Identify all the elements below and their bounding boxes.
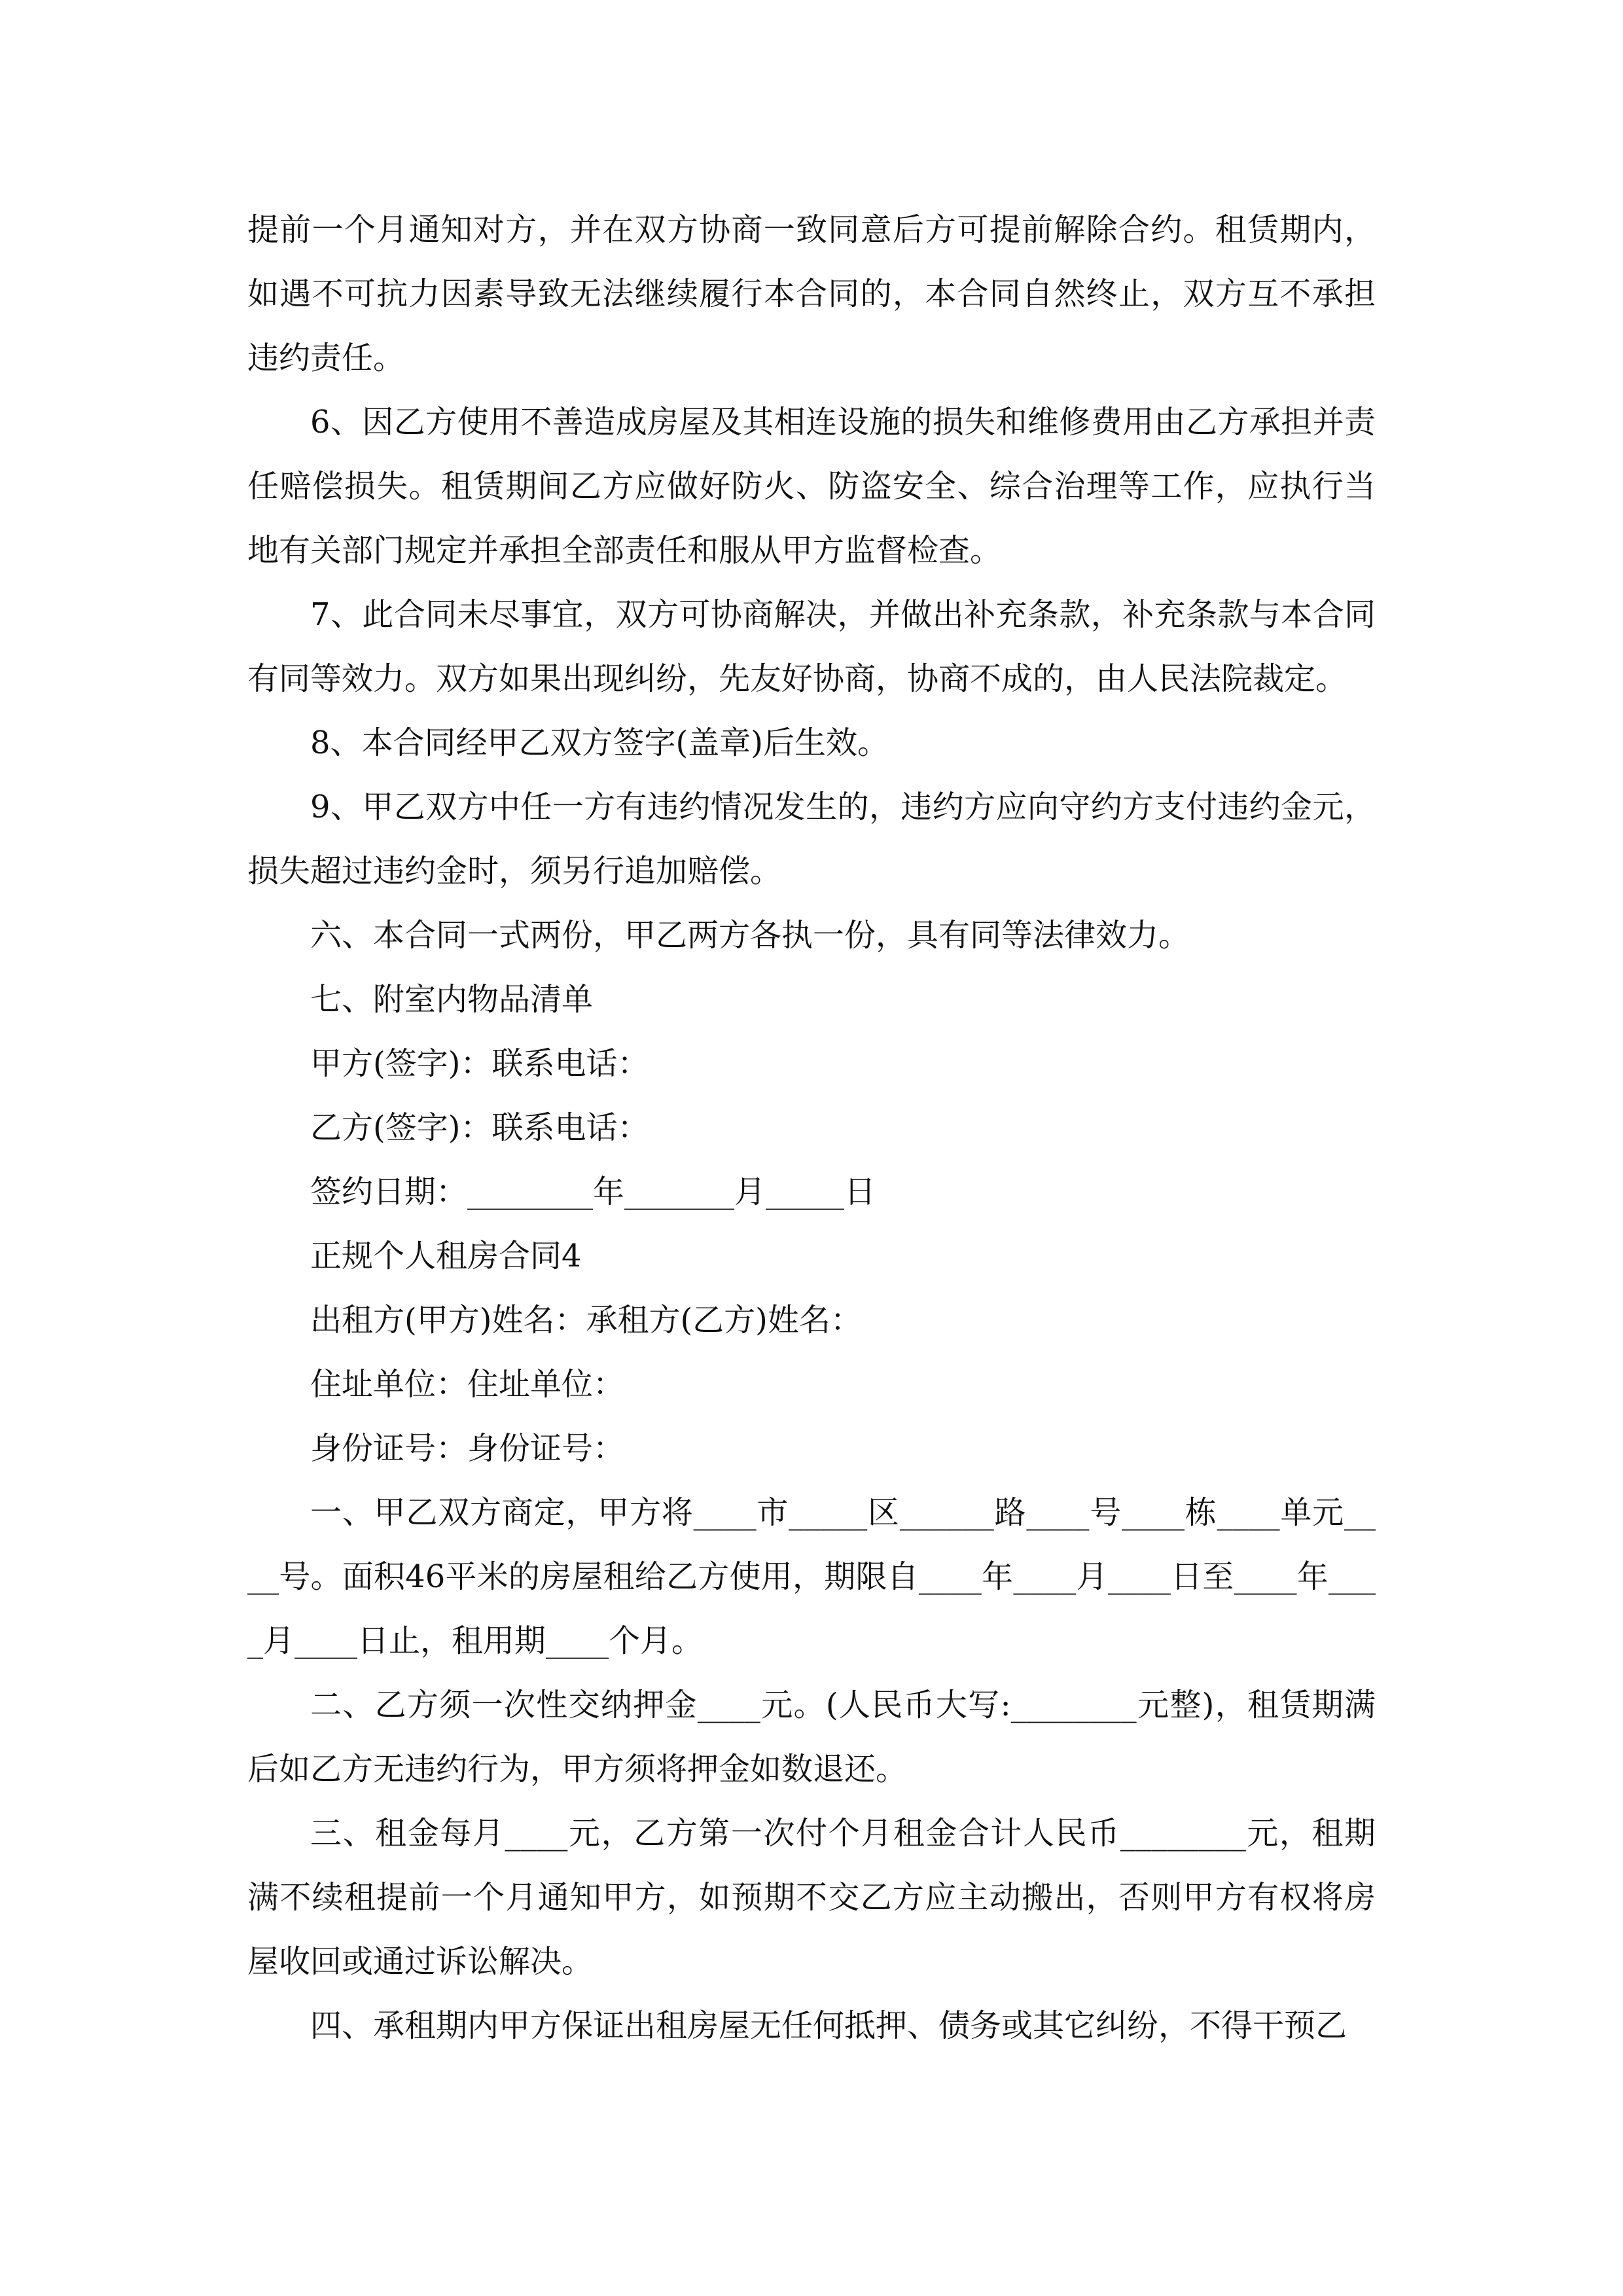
signature-party-b: 乙方(签字)：联系电话： — [310, 1109, 649, 1146]
signature-party-a: 甲方(签字)：联系电话： — [310, 1045, 649, 1082]
paragraph-section-7: 七、附室内物品清单 — [310, 981, 594, 1018]
paragraph-clause-6: 6、因乙方使用不善造成房屋及其相连设施的损失和维修费用由乙方承担并责任赔偿损失。租赁期间乙方应做好防火、防盗安全、综合治理等工作，应执行当地有关部门规定并承担全部责任和服从甲方监督检查。 — [247, 404, 1376, 569]
paragraph-article-4: 四、承租期内甲方保证出租房屋无任何抵押、债务或其它纠纷，不得干预乙 — [310, 2007, 1347, 2044]
paragraph-termination: 提前一个月通知对方，并在双方协商一致同意后方可提前解除合约。租赁期内，如遇不可抗力因素导致无法继续履行本合同的，本合同自然终止，双方互不承担违约责任。 — [247, 211, 1376, 376]
paragraph-article-1: 一、甲乙双方商定，甲方将____市_____区______路____号____栋____单元____号。面积46平米的房屋租给乙方使用，期限自____年____月____日至____年____月____日止，租用期____个月。 — [247, 1494, 1376, 1659]
paragraph-clause-8: 8、本合同经甲乙双方签字(盖章)后生效。 — [310, 725, 889, 761]
paragraph-clause-9: 9、甲乙双方中任一方有违约情况发生的，违约方应向守约方支付违约金元，损失超过违约金时，须另行追加赔偿。 — [247, 789, 1376, 889]
paragraph-article-2: 二、乙方须一次性交纳押金____元。(人民币大写:________元整)，租赁期满后如乙方无违约行为，甲方须将押金如数退还。 — [247, 1687, 1376, 1787]
party-id-numbers: 身份证号：身份证号： — [310, 1430, 625, 1467]
document-body — [247, 198, 1376, 2058]
paragraph-section-6: 六、本合同一式两份，甲乙两方各执一份，具有同等法律效力。 — [310, 917, 1190, 954]
party-names: 出租方(甲方)姓名：承租方(乙方)姓名： — [310, 1302, 862, 1338]
contract-title: 正规个人租房合同4 — [310, 1238, 582, 1274]
paragraph-clause-7: 7、此合同未尽事宜，双方可协商解决，并做出补充条款，补充条款与本合同有同等效力。双方如果出现纠纷，先友好协商，协商不成的，由人民法院裁定。 — [247, 596, 1376, 697]
party-addresses: 住址单位：住址单位： — [310, 1366, 625, 1403]
signing-date: 签约日期：________年_______月_____日 — [310, 1174, 876, 1210]
paragraph-article-3: 三、租金每月____元，乙方第一次付个月租金合计人民币________元，租期满不续租提前一个月通知甲方，如预期不交乙方应主动搬出，否则甲方有权将房屋收回或通过诉讼解决。 — [247, 1815, 1376, 1980]
